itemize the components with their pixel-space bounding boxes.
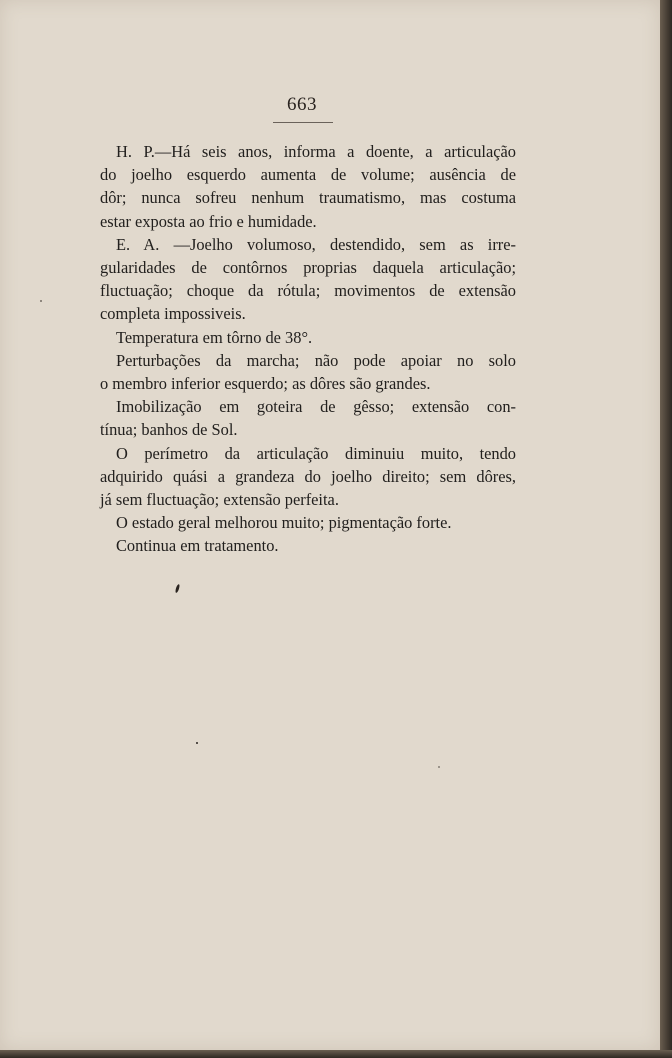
text-line: dôr; nunca sofreu nenhum traumatismo, mas costuma xyxy=(100,188,516,208)
text-line: já sem fluctuação; extensão perfeita. xyxy=(100,490,339,510)
header-rule xyxy=(273,122,333,123)
text-line: H. P.—Há seis anos, informa a doente, a articulação xyxy=(116,142,516,161)
text-line: adquirido quási a grandeza do joelho direito; sem dôres, xyxy=(100,466,516,486)
page-edge-shadow xyxy=(660,0,672,1058)
text-line: estar exposta ao frio e humidade. xyxy=(100,211,317,231)
text-line: gularidades de contôrnos proprias daquela articulação; xyxy=(100,258,516,278)
text-line: Perturbações da marcha; não pode apoiar no solo xyxy=(116,350,516,370)
text-line: O perímetro da articulação diminuiu muito, tendo xyxy=(116,443,516,463)
paragraph-continues xyxy=(116,534,516,557)
ink-speck xyxy=(196,742,198,744)
text-line: do joelho esquerdo aumenta de volume; ausência de xyxy=(100,165,516,185)
paragraph-hp xyxy=(100,140,516,233)
ink-speck xyxy=(175,584,181,593)
text-line: completa impossiveis. xyxy=(100,304,246,324)
body-text xyxy=(100,140,516,558)
paragraph-general-state xyxy=(116,511,516,534)
page-number: 663 xyxy=(287,94,317,115)
text-line: Temperatura em tôrno de 38°. xyxy=(116,327,313,347)
ink-speck xyxy=(40,300,42,302)
paragraph-treatment xyxy=(100,395,516,441)
text-line: Imobilização em goteira de gêsso; extensão con- xyxy=(116,397,516,417)
text-line: tínua; banhos de Sol. xyxy=(100,420,238,440)
text-line: o membro inferior esquerdo; as dôres são grandes. xyxy=(100,374,431,394)
paragraph-temperature xyxy=(116,326,516,349)
ink-speck xyxy=(438,766,440,768)
text-line: Continua em tratamento. xyxy=(116,536,279,556)
paragraph-gait xyxy=(100,349,516,395)
text-line: E. A. —Joelho volumoso, destendido, sem as irre- xyxy=(116,234,516,254)
paragraph-ea xyxy=(100,233,516,326)
page-bottom-shadow xyxy=(0,1050,672,1058)
text-line: O estado geral melhorou muito; pigmentação forte. xyxy=(116,513,452,533)
paragraph-perimeter xyxy=(100,442,516,512)
text-line: fluctuação; choque da rótula; movimentos de extensão xyxy=(100,281,516,301)
